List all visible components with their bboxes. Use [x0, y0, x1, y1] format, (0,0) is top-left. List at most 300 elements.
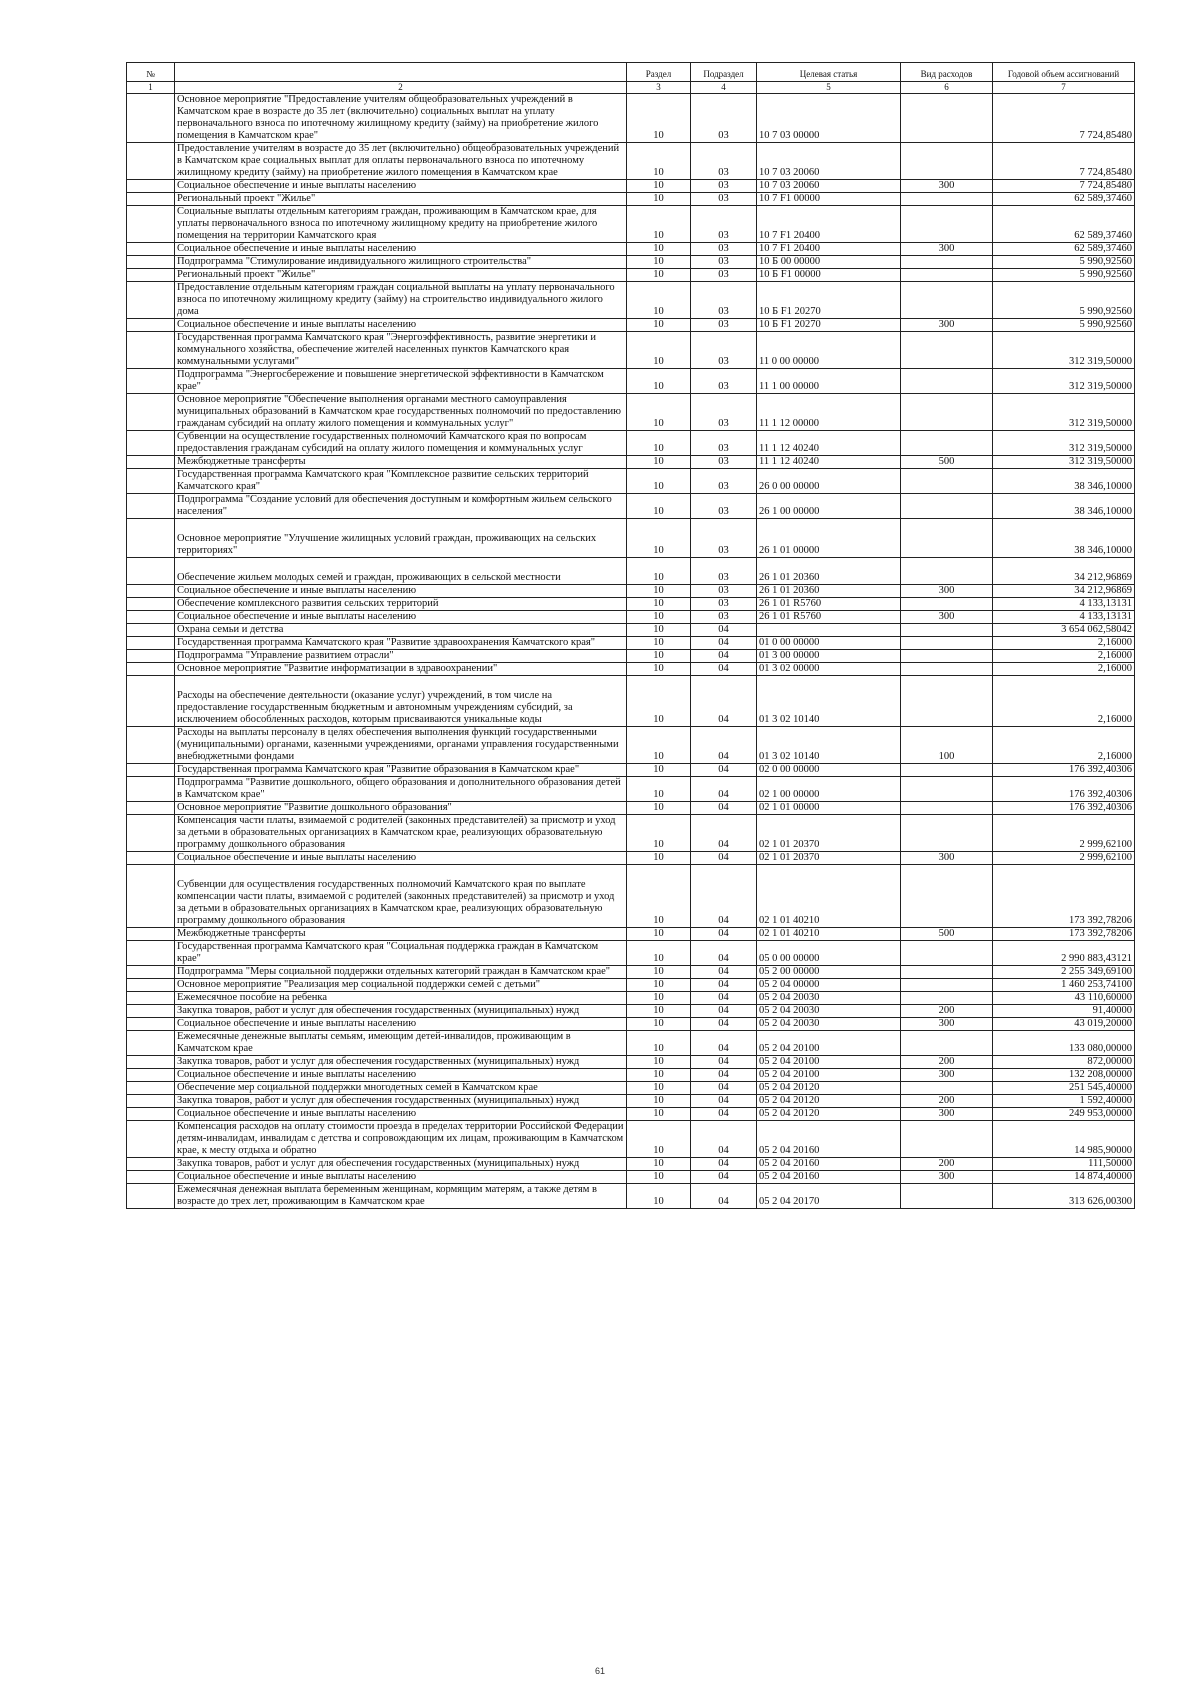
- row-subsection: 03: [691, 94, 757, 143]
- row-subsection: 04: [691, 979, 757, 992]
- row-number-cell: [127, 256, 175, 269]
- row-target-article: 01 3 02 10140: [757, 727, 901, 764]
- row-amount: 176 392,40306: [993, 802, 1135, 815]
- table-row: [127, 1018, 1135, 1031]
- row-section: 10: [627, 431, 691, 456]
- row-subsection: 03: [691, 456, 757, 469]
- row-amount: 62 589,37460: [993, 206, 1135, 243]
- row-target-article: 05 2 04 20030: [757, 992, 901, 1005]
- row-expense-kind: [901, 394, 993, 431]
- row-section: 10: [627, 1171, 691, 1184]
- row-expense-kind: [901, 369, 993, 394]
- row-number-cell: [127, 1158, 175, 1171]
- table-row: [127, 1121, 1135, 1158]
- row-target-article: 10 Б F1 20270: [757, 319, 901, 332]
- row-amount: 14 985,90000: [993, 1121, 1135, 1158]
- row-number-cell: [127, 815, 175, 852]
- row-target-article: 05 2 04 20100: [757, 1056, 901, 1069]
- row-number-cell: [127, 928, 175, 941]
- row-section: 10: [627, 282, 691, 319]
- row-section: 10: [627, 598, 691, 611]
- row-expense-kind: 500: [901, 456, 993, 469]
- row-number-cell: [127, 676, 175, 727]
- row-target-article: 05 0 00 00000: [757, 941, 901, 966]
- row-number-cell: [127, 431, 175, 456]
- row-subsection: 04: [691, 1158, 757, 1171]
- row-amount: 43 019,20000: [993, 1018, 1135, 1031]
- row-section: 10: [627, 469, 691, 494]
- row-expense-kind: [901, 966, 993, 979]
- table-row: [127, 802, 1135, 815]
- row-amount: 173 392,78206: [993, 865, 1135, 928]
- row-number-cell: [127, 941, 175, 966]
- row-number-cell: [127, 1056, 175, 1069]
- row-amount: 7 724,85480: [993, 94, 1135, 143]
- table-row: [127, 494, 1135, 519]
- row-expense-kind: 300: [901, 611, 993, 624]
- row-section: 10: [627, 966, 691, 979]
- row-name: Обеспечение комплексного развития сельских территорий: [175, 598, 627, 611]
- row-section: 10: [627, 852, 691, 865]
- row-number-cell: [127, 650, 175, 663]
- table-row: [127, 865, 1135, 928]
- row-section: 10: [627, 650, 691, 663]
- row-expense-kind: 300: [901, 1108, 993, 1121]
- row-target-article: 11 1 00 00000: [757, 369, 901, 394]
- row-expense-kind: [901, 979, 993, 992]
- header-index: 2: [175, 82, 627, 94]
- header-section: Раздел: [627, 63, 691, 82]
- row-subsection: 03: [691, 611, 757, 624]
- row-section: 10: [627, 1056, 691, 1069]
- row-amount: 249 953,00000: [993, 1108, 1135, 1121]
- table-row: [127, 394, 1135, 431]
- row-subsection: 03: [691, 494, 757, 519]
- row-number-cell: [127, 269, 175, 282]
- table-row: [127, 764, 1135, 777]
- row-number-cell: [127, 369, 175, 394]
- row-expense-kind: 300: [901, 1171, 993, 1184]
- row-number-cell: [127, 1018, 175, 1031]
- row-section: 10: [627, 193, 691, 206]
- row-target-article: 01 3 02 00000: [757, 663, 901, 676]
- row-target-article: 10 7 03 00000: [757, 94, 901, 143]
- row-name: Ежемесячные денежные выплаты семьям, имеющим детей-инвалидов, проживающим в Камчатском крае: [175, 1031, 627, 1056]
- row-expense-kind: 200: [901, 1158, 993, 1171]
- row-target-article: 10 Б 00 00000: [757, 256, 901, 269]
- row-expense-kind: [901, 143, 993, 180]
- row-subsection: 04: [691, 1005, 757, 1018]
- row-subsection: 04: [691, 637, 757, 650]
- table-row: [127, 1069, 1135, 1082]
- row-section: 10: [627, 624, 691, 637]
- row-amount: 1 460 253,74100: [993, 979, 1135, 992]
- row-target-article: 05 2 04 20100: [757, 1069, 901, 1082]
- row-number-cell: [127, 802, 175, 815]
- row-amount: 2 990 883,43121: [993, 941, 1135, 966]
- table-row: [127, 1095, 1135, 1108]
- row-subsection: 04: [691, 1018, 757, 1031]
- row-subsection: 04: [691, 1056, 757, 1069]
- row-name: Социальное обеспечение и иные выплаты населению: [175, 585, 627, 598]
- row-section: 10: [627, 332, 691, 369]
- table-row: [127, 243, 1135, 256]
- table-row: [127, 143, 1135, 180]
- table-row: [127, 992, 1135, 1005]
- row-name: Социальное обеспечение и иные выплаты населению: [175, 852, 627, 865]
- table-row: [127, 676, 1135, 727]
- row-number-cell: [127, 1031, 175, 1056]
- row-subsection: 03: [691, 143, 757, 180]
- row-number-cell: [127, 598, 175, 611]
- row-number-cell: [127, 992, 175, 1005]
- row-subsection: 04: [691, 802, 757, 815]
- row-subsection: 04: [691, 865, 757, 928]
- row-target-article: 02 1 01 00000: [757, 802, 901, 815]
- table-row: [127, 269, 1135, 282]
- row-name: Основное мероприятие "Развитие информатизации в здравоохранении": [175, 663, 627, 676]
- row-target-article: 05 2 00 00000: [757, 966, 901, 979]
- row-name: Обеспечение жильем молодых семей и граждан, проживающих в сельской местности: [175, 558, 627, 585]
- table-row: [127, 979, 1135, 992]
- row-section: 10: [627, 319, 691, 332]
- row-number-cell: [127, 727, 175, 764]
- header-index: 5: [757, 82, 901, 94]
- table-row: [127, 966, 1135, 979]
- row-number-cell: [127, 764, 175, 777]
- table-row: [127, 1184, 1135, 1209]
- header-index: 7: [993, 82, 1135, 94]
- row-expense-kind: [901, 777, 993, 802]
- row-amount: 313 626,00300: [993, 1184, 1135, 1209]
- table-row: [127, 1108, 1135, 1121]
- row-number-cell: [127, 1005, 175, 1018]
- table-row: [127, 206, 1135, 243]
- table-row: [127, 1082, 1135, 1095]
- row-section: 10: [627, 865, 691, 928]
- row-expense-kind: [901, 94, 993, 143]
- row-name: Региональный проект "Жилье": [175, 269, 627, 282]
- row-name: Социальное обеспечение и иные выплаты населению: [175, 1069, 627, 1082]
- table-row: [127, 256, 1135, 269]
- row-section: 10: [627, 1031, 691, 1056]
- row-section: 10: [627, 456, 691, 469]
- row-number-cell: [127, 777, 175, 802]
- row-section: 10: [627, 1018, 691, 1031]
- row-name: Расходы на выплаты персоналу в целях обеспечения выполнения функций государственными (муниципальными) органами, казенными учреждениями, органами управления государственными внебюджетными фондами: [175, 727, 627, 764]
- row-expense-kind: 300: [901, 243, 993, 256]
- row-amount: 176 392,40306: [993, 777, 1135, 802]
- row-target-article: 10 7 F1 20400: [757, 243, 901, 256]
- row-section: 10: [627, 585, 691, 598]
- budget-table: [126, 62, 1135, 1209]
- row-expense-kind: [901, 494, 993, 519]
- row-target-article: 05 2 04 20160: [757, 1171, 901, 1184]
- row-expense-kind: [901, 1184, 993, 1209]
- row-name: Государственная программа Камчатского края "Энергоэффективность, развитие энергетики и коммунального хозяйства, обеспечение жителей населенных пунктов Камчатского края коммунальными услугами": [175, 332, 627, 369]
- row-amount: 2,16000: [993, 727, 1135, 764]
- row-number-cell: [127, 494, 175, 519]
- row-name: Ежемесячное пособие на ребенка: [175, 992, 627, 1005]
- row-subsection: 03: [691, 319, 757, 332]
- row-name: Социальное обеспечение и иные выплаты населению: [175, 243, 627, 256]
- row-number-cell: [127, 282, 175, 319]
- row-target-article: 11 1 12 40240: [757, 456, 901, 469]
- table-row: [127, 663, 1135, 676]
- row-name: Подпрограмма "Создание условий для обеспечения доступным и комфортным жильем сельского населения": [175, 494, 627, 519]
- table-row: [127, 585, 1135, 598]
- row-number-cell: [127, 663, 175, 676]
- row-expense-kind: 300: [901, 319, 993, 332]
- table-row: [127, 319, 1135, 332]
- row-number-cell: [127, 624, 175, 637]
- row-number-cell: [127, 456, 175, 469]
- row-name: Расходы на обеспечение деятельности (оказание услуг) учреждений, в том числе на предоставление государственным бюджетным и автономным учреждениям субсидий, за исключением обособленных расходов, которым присваиваются уникальные коды: [175, 676, 627, 727]
- row-expense-kind: 100: [901, 727, 993, 764]
- row-subsection: 04: [691, 941, 757, 966]
- row-subsection: 03: [691, 193, 757, 206]
- row-amount: 173 392,78206: [993, 928, 1135, 941]
- table-body: [127, 94, 1135, 1209]
- row-name: Социальное обеспечение и иные выплаты населению: [175, 611, 627, 624]
- row-number-cell: [127, 979, 175, 992]
- row-section: 10: [627, 243, 691, 256]
- row-section: 10: [627, 777, 691, 802]
- table-header-row: [127, 63, 1135, 82]
- row-subsection: 03: [691, 256, 757, 269]
- row-amount: 34 212,96869: [993, 585, 1135, 598]
- row-section: 10: [627, 269, 691, 282]
- row-name: Основное мероприятие "Развитие дошкольного образования": [175, 802, 627, 815]
- row-subsection: 04: [691, 624, 757, 637]
- row-name: Закупка товаров, работ и услуг для обеспечения государственных (муниципальных) нужд: [175, 1005, 627, 1018]
- row-target-article: 05 2 04 20120: [757, 1095, 901, 1108]
- row-expense-kind: [901, 650, 993, 663]
- row-amount: 91,40000: [993, 1005, 1135, 1018]
- row-subsection: 03: [691, 282, 757, 319]
- row-number-cell: [127, 193, 175, 206]
- row-section: 10: [627, 1082, 691, 1095]
- row-number-cell: [127, 143, 175, 180]
- row-expense-kind: [901, 865, 993, 928]
- row-name: Предоставление отдельным категориям граждан социальной выплаты на уплату первоначального взноса по ипотечному жилищному кредиту (займу) на строительство индивидуального жилого дома: [175, 282, 627, 319]
- row-expense-kind: [901, 802, 993, 815]
- table-row: [127, 1005, 1135, 1018]
- row-expense-kind: [901, 598, 993, 611]
- row-section: 10: [627, 992, 691, 1005]
- row-number-cell: [127, 966, 175, 979]
- row-expense-kind: 300: [901, 852, 993, 865]
- table-row: [127, 1031, 1135, 1056]
- row-subsection: 04: [691, 676, 757, 727]
- row-amount: 2,16000: [993, 663, 1135, 676]
- row-amount: 312 319,50000: [993, 431, 1135, 456]
- row-amount: 312 319,50000: [993, 456, 1135, 469]
- table-row: [127, 332, 1135, 369]
- header-number: №: [127, 63, 175, 82]
- row-target-article: 05 2 04 20160: [757, 1121, 901, 1158]
- row-name: Межбюджетные трансферты: [175, 456, 627, 469]
- row-expense-kind: [901, 1031, 993, 1056]
- row-number-cell: [127, 319, 175, 332]
- row-expense-kind: [901, 1121, 993, 1158]
- row-section: 10: [627, 802, 691, 815]
- row-subsection: 04: [691, 1031, 757, 1056]
- row-number-cell: [127, 1171, 175, 1184]
- row-section: 10: [627, 928, 691, 941]
- row-target-article: 02 1 00 00000: [757, 777, 901, 802]
- table-row: [127, 777, 1135, 802]
- row-amount: 7 724,85480: [993, 143, 1135, 180]
- row-section: 10: [627, 494, 691, 519]
- row-name: Подпрограмма "Меры социальной поддержки отдельных категорий граждан в Камчатском крае": [175, 966, 627, 979]
- row-target-article: 02 0 00 00000: [757, 764, 901, 777]
- row-section: 10: [627, 1121, 691, 1158]
- row-amount: 5 990,92560: [993, 282, 1135, 319]
- row-target-article: 26 1 01 R5760: [757, 598, 901, 611]
- row-number-cell: [127, 558, 175, 585]
- row-name: Охрана семьи и детства: [175, 624, 627, 637]
- row-amount: 133 080,00000: [993, 1031, 1135, 1056]
- row-section: 10: [627, 1095, 691, 1108]
- row-expense-kind: [901, 332, 993, 369]
- row-number-cell: [127, 394, 175, 431]
- row-name: Подпрограмма "Развитие дошкольного, общего образования и дополнительного образования детей в Камчатском крае": [175, 777, 627, 802]
- row-target-article: 05 2 04 00000: [757, 979, 901, 992]
- row-target-article: 26 0 00 00000: [757, 469, 901, 494]
- row-name: Государственная программа Камчатского края "Развитие образования в Камчатском крае": [175, 764, 627, 777]
- row-target-article: 02 1 01 40210: [757, 865, 901, 928]
- row-section: 10: [627, 979, 691, 992]
- row-expense-kind: [901, 282, 993, 319]
- table-row: [127, 598, 1135, 611]
- row-section: 10: [627, 1005, 691, 1018]
- row-subsection: 04: [691, 966, 757, 979]
- table-row: [127, 94, 1135, 143]
- table-row: [127, 282, 1135, 319]
- row-expense-kind: [901, 992, 993, 1005]
- row-amount: 38 346,10000: [993, 494, 1135, 519]
- row-subsection: 03: [691, 269, 757, 282]
- row-name: Основное мероприятие "Предоставление учителям общеобразовательных учреждений в Камчатском крае в возрасте до 35 лет (включительно) социальных выплат на уплату первоначального взноса по ипотечному жилищному кредиту (займу) на приобретение жилого помещения в Камчатском крае": [175, 94, 627, 143]
- row-number-cell: [127, 519, 175, 558]
- row-subsection: 04: [691, 650, 757, 663]
- row-subsection: 03: [691, 394, 757, 431]
- row-number-cell: [127, 469, 175, 494]
- row-target-article: 02 1 01 40210: [757, 928, 901, 941]
- row-expense-kind: 200: [901, 1095, 993, 1108]
- row-number-cell: [127, 852, 175, 865]
- row-number-cell: [127, 180, 175, 193]
- row-expense-kind: 500: [901, 928, 993, 941]
- row-expense-kind: 300: [901, 180, 993, 193]
- row-name: Государственная программа Камчатского края "Комплексное развитие сельских территорий Камчатского края": [175, 469, 627, 494]
- row-subsection: 04: [691, 727, 757, 764]
- row-name: Основное мероприятие "Обеспечение выполнения органами местного самоуправления муниципальных образований в Камчатском крае государственных полномочий по предоставлению гражданам субсидий на оплату жилого помещения и коммунальных услуг": [175, 394, 627, 431]
- row-name: Закупка товаров, работ и услуг для обеспечения государственных (муниципальных) нужд: [175, 1095, 627, 1108]
- header-index: 1: [127, 82, 175, 94]
- row-section: 10: [627, 180, 691, 193]
- row-subsection: 03: [691, 585, 757, 598]
- row-section: 10: [627, 1184, 691, 1209]
- row-expense-kind: 200: [901, 1056, 993, 1069]
- row-name: Государственная программа Камчатского края "Развитие здравоохранения Камчатского края": [175, 637, 627, 650]
- row-expense-kind: 300: [901, 585, 993, 598]
- row-expense-kind: [901, 941, 993, 966]
- row-amount: 5 990,92560: [993, 319, 1135, 332]
- row-amount: 62 589,37460: [993, 243, 1135, 256]
- row-number-cell: [127, 206, 175, 243]
- row-number-cell: [127, 611, 175, 624]
- row-number-cell: [127, 1095, 175, 1108]
- table-row: [127, 928, 1135, 941]
- row-subsection: 04: [691, 663, 757, 676]
- row-number-cell: [127, 1082, 175, 1095]
- row-section: 10: [627, 94, 691, 143]
- row-name: Межбюджетные трансферты: [175, 928, 627, 941]
- table-row: [127, 1158, 1135, 1171]
- page-number: 61: [594, 1666, 605, 1676]
- row-subsection: 03: [691, 332, 757, 369]
- row-expense-kind: 200: [901, 1005, 993, 1018]
- row-expense-kind: [901, 469, 993, 494]
- row-subsection: 03: [691, 369, 757, 394]
- row-name: Социальное обеспечение и иные выплаты населению: [175, 319, 627, 332]
- row-section: 10: [627, 369, 691, 394]
- row-amount: 3 654 062,58042: [993, 624, 1135, 637]
- table-row: [127, 469, 1135, 494]
- row-subsection: 04: [691, 1082, 757, 1095]
- row-expense-kind: [901, 558, 993, 585]
- row-amount: 4 133,13131: [993, 598, 1135, 611]
- row-target-article: 11 1 12 40240: [757, 431, 901, 456]
- row-name: Социальное обеспечение и иные выплаты населению: [175, 1108, 627, 1121]
- row-number-cell: [127, 1108, 175, 1121]
- table-row: [127, 193, 1135, 206]
- row-amount: 2 255 349,69100: [993, 966, 1135, 979]
- row-subsection: 04: [691, 992, 757, 1005]
- row-amount: 14 874,40000: [993, 1171, 1135, 1184]
- row-section: 10: [627, 764, 691, 777]
- table-row: [127, 456, 1135, 469]
- table-row: [127, 431, 1135, 456]
- row-expense-kind: [901, 815, 993, 852]
- row-amount: 5 990,92560: [993, 256, 1135, 269]
- table-row: [127, 727, 1135, 764]
- row-amount: 2,16000: [993, 637, 1135, 650]
- row-subsection: 04: [691, 764, 757, 777]
- table-row: [127, 624, 1135, 637]
- row-section: 10: [627, 256, 691, 269]
- table-row: [127, 558, 1135, 585]
- row-name: Закупка товаров, работ и услуг для обеспечения государственных (муниципальных) нужд: [175, 1056, 627, 1069]
- row-section: 10: [627, 941, 691, 966]
- row-subsection: 04: [691, 1184, 757, 1209]
- row-amount: 312 319,50000: [993, 332, 1135, 369]
- row-amount: 872,00000: [993, 1056, 1135, 1069]
- row-subsection: 04: [691, 1121, 757, 1158]
- row-subsection: 04: [691, 1095, 757, 1108]
- row-number-cell: [127, 94, 175, 143]
- row-amount: 2,16000: [993, 650, 1135, 663]
- header-target-article: Целевая статья: [757, 63, 901, 82]
- row-expense-kind: [901, 764, 993, 777]
- row-expense-kind: [901, 431, 993, 456]
- row-amount: 62 589,37460: [993, 193, 1135, 206]
- row-number-cell: [127, 1184, 175, 1209]
- row-number-cell: [127, 243, 175, 256]
- header-index: 3: [627, 82, 691, 94]
